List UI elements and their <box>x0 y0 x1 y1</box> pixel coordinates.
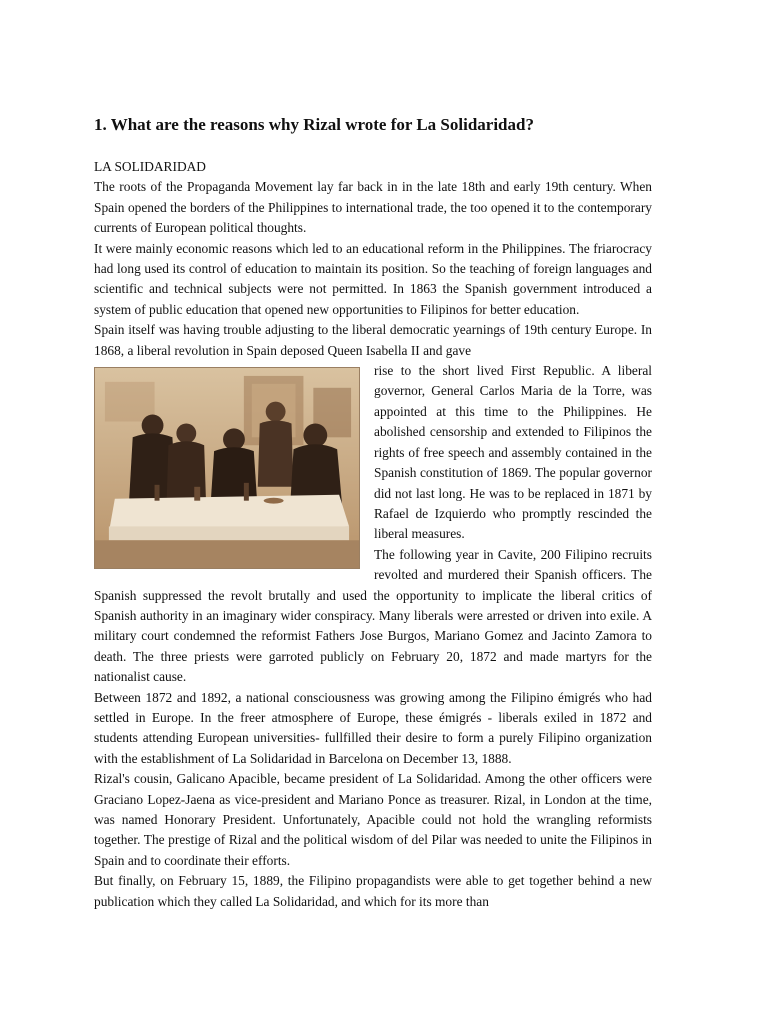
sepia-group-photo-icon <box>95 368 359 568</box>
paragraph-5: Between 1872 and 1892, a national consciousness was growing among the Filipino émigrés who had settled in Europe. In the freer atmosphere of Europe, these émigrés - liberals exiled in 1872 and students attending European universities- fullfilled their desire to form a purely Filipino organization with the establishment of La Solidaridad in Barcelona on December 13, 1888. <box>94 689 652 766</box>
section-label: LA SOLIDARIDAD <box>94 159 206 174</box>
paragraph-7: But finally, on February 15, 1889, the Filipino propagandists were able to get together behind a new publication which they called La Solidaridad, and which for its more than <box>94 873 652 909</box>
paragraph-4: The following year in Cavite, 200 Filipino recruits revolted and murdered their Spanish officers. The Spanish suppressed the revolt brutally and used the opportunity to implicate the liberal critics of Spanish authority in an imaginary wider conspiracy. Many liberals were arrested or driven into exile. A military court condemned the reformist Fathers Jose Burgos, Mariano Gomez and Jacinto Zamora to death. The three priests were garroted publicly on February 20, 1872 and made martyrs for the nationalist cause. <box>94 546 652 685</box>
paragraph-3-intro: Spain itself was having trouble adjusting to the liberal democratic yearnings of 19th century Europe. In 1868, a liberal revolution in Spain deposed Queen Isabella II and gave <box>94 322 652 358</box>
paragraph-3-continued: rise to the short lived First Republic. A liberal governor, General Carlos Maria de la Torre, was appointed at this time to the Philippines. He abolished censorship and extended to Filipinos the rights of free speech and assembly contained in the Spanish constitution of 1869. The popular governor did not last long. He was to be replaced in 1871 by Rafael de Izquierdo who promptly rescinded the liberal measures. <box>374 363 652 542</box>
document-body <box>94 157 652 912</box>
historical-group-photo <box>94 367 360 569</box>
question-heading: 1. What are the reasons why Rizal wrote for La Solidaridad? <box>94 115 534 134</box>
paragraph-2: It were mainly economic reasons which led to an educational reform in the Philippines. The friarocracy had long used its control of education to maintain its position. So the teaching of foreign languages and scientific and technical subjects were not permitted. In 1863 the Spanish government introduced a system of public education that opened new opportunities to Filipinos for better education. <box>94 240 652 317</box>
paragraph-6: Rizal's cousin, Galicano Apacible, became president of La Solidaridad. Among the other officers were Graciano Lopez-Jaena as vice-president and Mariano Ponce as treasurer. Rizal, in London at the time, was named Honorary President. Unfortunately, Apacible could not hold the wrangling reformists together. The prestige of Rizal and the political wisdom of del Pilar was needed to unite the Filipinos in Spain and to coordinate their efforts. <box>94 771 652 868</box>
paragraph-1: The roots of the Propaganda Movement lay far back in in the late 18th and early 19th century. When Spain opened the borders of the Philippines to international trade, the too opened it to the contemporary currents of European political thoughts. <box>94 179 652 236</box>
